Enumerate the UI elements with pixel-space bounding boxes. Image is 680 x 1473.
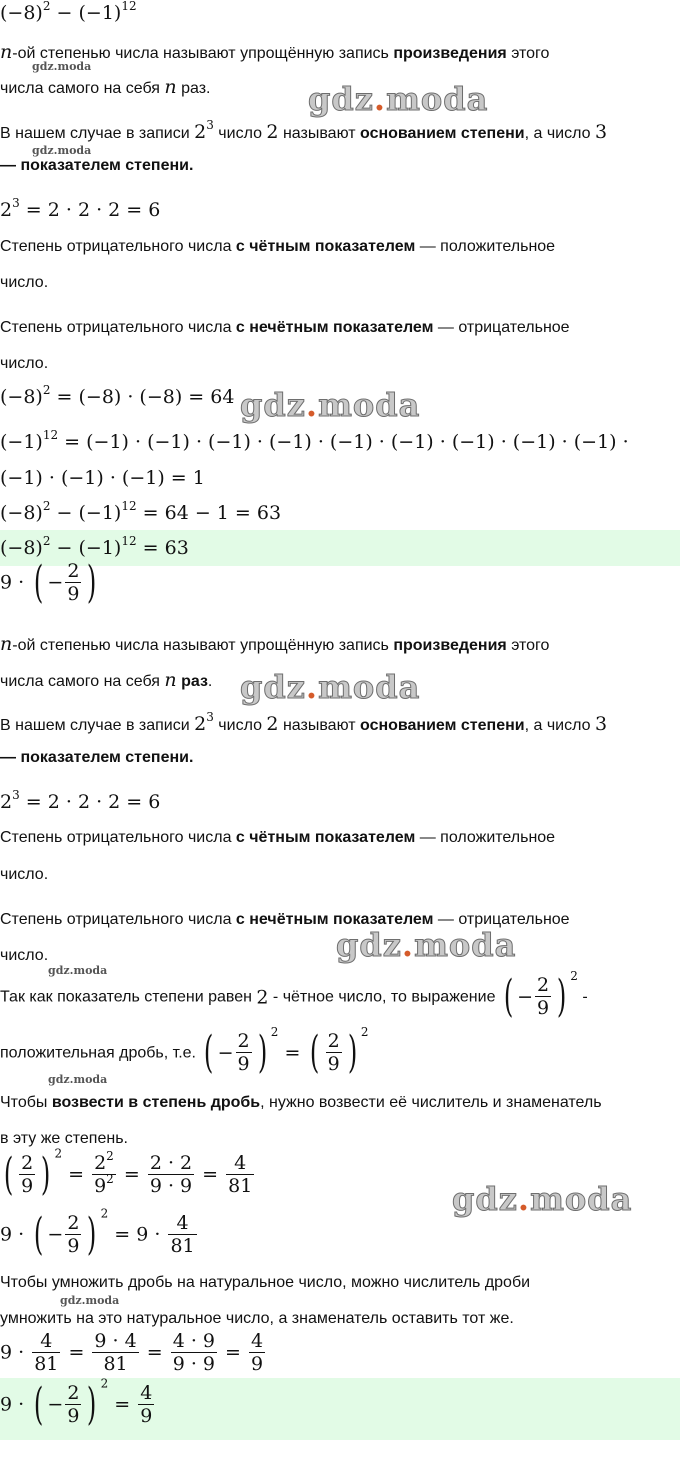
watermark-small: gdz.moda — [32, 144, 92, 157]
exponent-explanation-line-2: — показателем степени. — [0, 749, 194, 766]
answer-2: 9 · ( − $\frac{2}{9}$ ) $^2$ = $\frac{4}{9}$ — [0, 1376, 153, 1430]
multiply-rule-line-2: умножить на это натуральное число, а знаменатель оставить тот же. — [0, 1310, 514, 1327]
calc-line-3: (−1) · (−1) · (−1) = 1 — [0, 467, 205, 489]
reason-line-2: положительная дробь, т.е. ( − $\frac{2}{9}$ ) $^2$ = ( $\frac{2}{9}$ ) $^2$ — [0, 1024, 369, 1078]
exponent-explanation-line: — показателем степени. — [0, 157, 194, 174]
calc-line-1: $(-8)^2 = (-8) \cdot (-8) = 64$ — [0, 383, 235, 408]
even-rule-line-3: Степень отрицательного числа с чётным показателем — положительное — [0, 829, 556, 846]
power-example: $2^3 = 2 \cdot 2 \cdot 2 = 6$ — [0, 196, 161, 221]
even-rule-line-2: число. — [0, 274, 49, 291]
watermark-logo: gdz.moda — [336, 926, 517, 964]
problem-header-2: 9 · ( − $\frac{2}{9}$ ) — [0, 556, 97, 608]
problem-header-1: $(-8)^2 - (-1)^{12}$ — [0, 0, 137, 24]
power-example-2: $2^3 = 2 \cdot 2 \cdot 2 = 6$ — [0, 788, 161, 813]
definition-line-4: числа самого на себя n раз. — [0, 669, 213, 691]
multiply-calc: 9 · ( − $\frac{2}{9}$ ) $^2$ = 9 · $\frac{4}{81}$ — [0, 1206, 195, 1260]
even-rule-line-1: Степень отрицательного числа с чётным показателем — положительное — [0, 238, 556, 255]
watermark-small: gdz.moda — [48, 964, 108, 977]
odd-rule-line-4: число. — [0, 947, 49, 964]
fraction-rule-line-2: в эту же степень. — [0, 1130, 128, 1147]
fraction-power-calc: ( $\frac{2}{9}$ ) $^2$ = $\frac{2^2}{9^2}$ = $\frac{2 \cdot 2}{9 \cdot 9}$ = $\frac{4}{81}$ — [3, 1146, 253, 1200]
definition-line-2: числа самого на себя n раз. — [0, 76, 211, 98]
watermark-small: gdz.moda — [32, 60, 92, 73]
calc-line-2: $(-1)^{12} = (-1) \cdot (-1) \cdot (-1) \cdot (-1) \cdot (-1) \cdot (-1) \cdot (-1) \cdot (-1) \cdot (-1)$ · — [0, 428, 629, 453]
reason-line-1: Так как показатель степени равен 2 - чётное число, то выражение ( − $\frac{2}{9}$ ) $^2$ - — [0, 968, 588, 1022]
watermark-small: gdz.moda — [60, 1294, 120, 1307]
fraction-rule-line-1: Чтобы возвести в степень дробь, нужно возвести её числитель и знаменатель — [0, 1094, 602, 1111]
watermark-logo: gdz.moda — [308, 80, 489, 118]
odd-rule-line-2: число. — [0, 355, 49, 372]
answer-1: $(-8)^2 - (-1)^{12} = 63$ — [0, 534, 189, 559]
multiply-rule-line-1: Чтобы умножить дробь на натуральное число, можно числитель дроби — [0, 1274, 531, 1291]
watermark-logo: gdz.moda — [452, 1180, 633, 1218]
definition-line-3: n-ой степенью числа называют упрощённую запись произведения этого — [0, 633, 550, 655]
definition-line-1: n-ой степенью числа называют упрощённую запись произведения этого — [0, 41, 550, 63]
calc-line-4: $(-8)^2 - (-1)^{12} = 64 - 1 = 63$ — [0, 499, 282, 524]
base-explanation-line: В нашем случае в записи $2^3$ число 2 называют основанием степени, а число 3 — [0, 118, 608, 143]
base-explanation-line-2: В нашем случае в записи $2^3$ число 2 называют основанием степени, а число 3 — [0, 710, 608, 735]
watermark-logo: gdz.moda — [240, 386, 421, 424]
odd-rule-line-3: Степень отрицательного числа с нечётным показателем — отрицательное — [0, 911, 570, 928]
even-rule-line-4: число. — [0, 866, 49, 883]
simplify-calc: 9 · $\frac{4}{81}$ = $\frac{9 \cdot 4}{81}$ = $\frac{4 \cdot 9}{9 \cdot 9}$ = $\frac{4}{9}$ — [0, 1330, 264, 1375]
watermark-small: gdz.moda — [48, 1073, 108, 1086]
odd-rule-line-1: Степень отрицательного числа с нечётным показателем — отрицательное — [0, 319, 570, 336]
watermark-logo: gdz.moda — [240, 668, 421, 706]
